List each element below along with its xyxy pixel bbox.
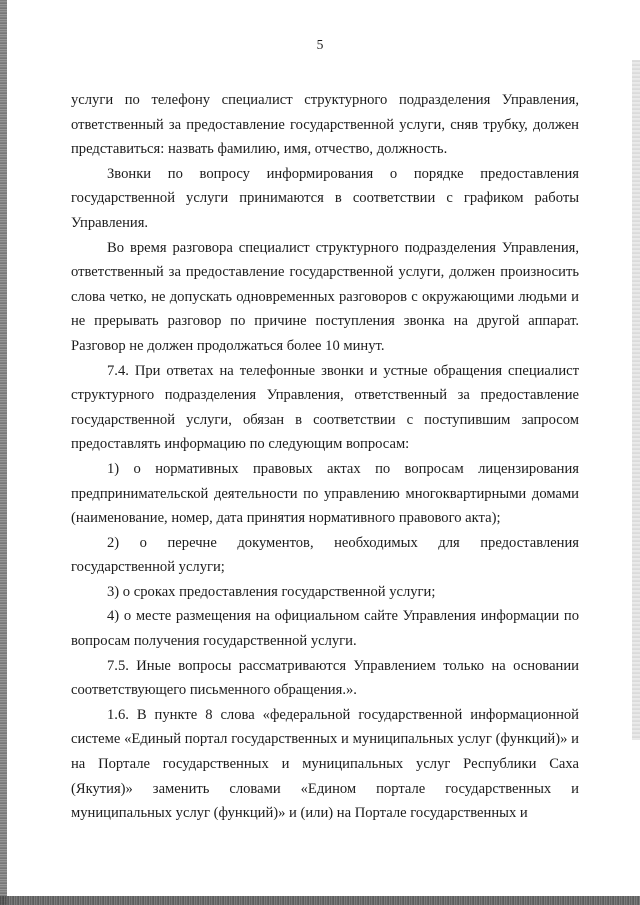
paragraph-call-schedule: Звонки по вопросу информирования о порядке предоставления государственной услуги принимаются в соответствии с графиком работы Управления.: [71, 165, 579, 231]
paragraph-call-conduct: Во время разговора специалист структурного подразделения Управления, ответственный за предоставление государственной услуги, должен произносить слова четко, не допускать одновременных разговоров с окружающими людьми и не прерывать разговор по причине поступления звонка на другой аппарат. Разговор не должен продолжаться более 10 минут.: [71, 239, 579, 354]
paragraph-7-5: 7.5. Иные вопросы рассматриваются Управлением только на основании соответствующего письменного обращения.».: [71, 657, 579, 699]
list-item-4: 4) о месте размещения на официальном сайте Управления информации по вопросам получения государственной услуги.: [71, 608, 579, 650]
paragraph-1-6: 1.6. В пункте 8 слова «федеральной государственной информационной системе «Единый портал государственных и муниципальных услуг (функций)» и на Портале государственных и муниципальных услуг Республики Саха (Якутия)» заменить словами «Едином портале государственных и муниципальных услуг (функций)» и (или) на Портале государственных и: [71, 706, 579, 822]
document-body: [71, 88, 579, 826]
list-item-1: 1) о нормативных правовых актах по вопросам лицензирования предпринимательской деятельности по управлению многоквартирными домами (наименование, номер, дата принятия нормативного правового акта);: [71, 460, 579, 527]
scan-edge-left: [0, 0, 7, 905]
list-item-3: 3) о сроках предоставления государственной услуги;: [107, 583, 436, 600]
list-item-2: 2) о перечне документов, необходимых для предоставления государственной услуги;: [71, 534, 579, 576]
paragraph-7-4: 7.4. При ответах на телефонные звонки и устные обращения специалист структурного подразделения Управления, ответственный за предоставление государственной услуги, обязан в соответствии с поступившим запросом предоставлять информацию по следующим вопросам:: [71, 362, 579, 453]
scan-edge-bottom: [0, 896, 640, 905]
paragraph-phone-greeting: услуги по телефону специалист структурного подразделения Управления, ответственный за предоставление государственной услуги, сняв трубку, должен представиться: назвать фамилию, имя, отчество, должность.: [71, 92, 579, 158]
scan-edge-right: [632, 60, 640, 740]
page-number: 5: [316, 37, 324, 52]
